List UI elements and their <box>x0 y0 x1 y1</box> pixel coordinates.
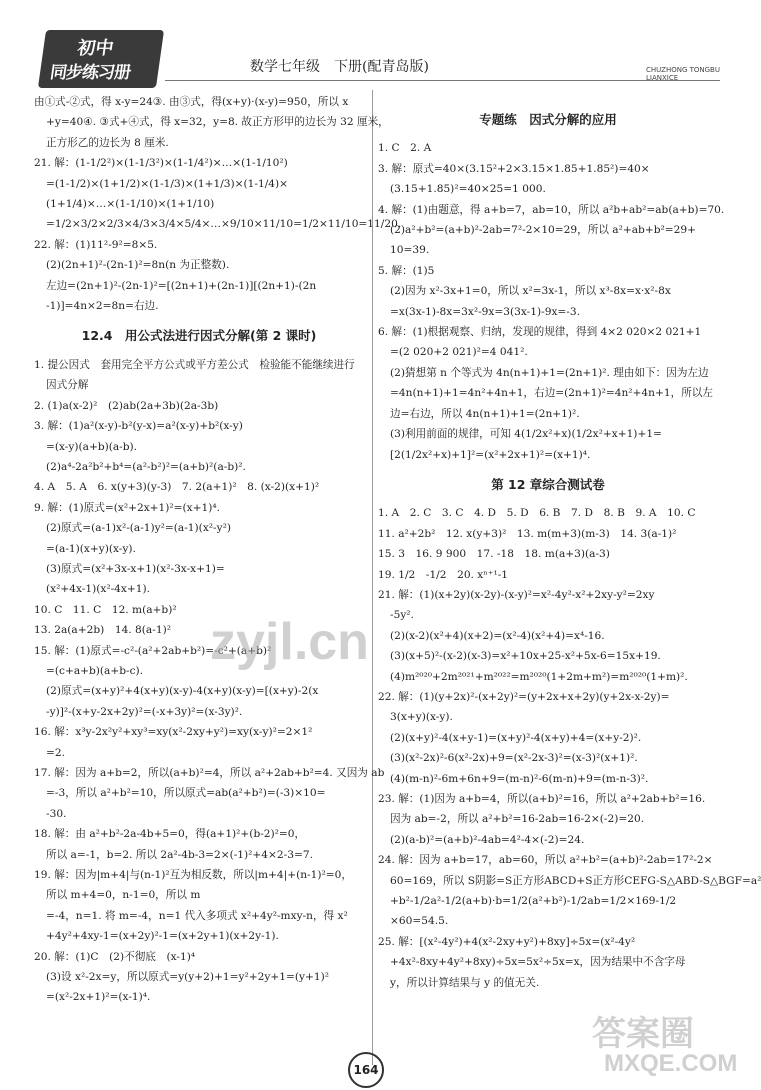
answer-line: y，所以计算结果与 y 的值无关. <box>390 976 540 989</box>
watermark-center: zyjl.cn <box>210 613 369 671</box>
answer-line: (3)设 x²-2x=y，所以原式=y(y+2)+1=y²+2y+1=(y+1)² <box>46 971 329 984</box>
right-column <box>378 100 761 993</box>
book-logo <box>38 30 164 88</box>
answer-line: 正方形乙的边长为 8 厘米. <box>46 136 169 149</box>
section-heading: 专题练 因式分解的应用 <box>479 112 617 127</box>
answer-line: 17. 解：因为 a+b=2，所以(a+b)²=4，所以 a²+2ab+b²=4. 又因为 ab <box>34 767 385 779</box>
answer-line: 所以 a=-1，b=2. 所以 2a²-4b-3=2×(-1)²+4×2-3=7. <box>46 848 313 861</box>
answer-line: (2)(2n+1)²-(2n-1)²=8n(n 为正整数). <box>46 259 230 272</box>
answer-line: 由①式-②式，得 x-y=24③. 由③式，得(x+y)·(x-y)=950，所以 x <box>34 96 349 108</box>
answer-line: =(2 020+2 021)²=4 041². <box>390 346 528 359</box>
answer-line: (4)m²⁰²⁰+2m²⁰²¹+m²⁰²²=m²⁰²⁰(1+2m+m²)=m²⁰²⁰(1+m)². <box>390 670 688 683</box>
watermark-corner-bottom: MXQE.COM <box>604 1050 738 1077</box>
answer-line: 10. C 11. C 12. m(a+b)² <box>34 603 177 616</box>
answer-line: =(c+a+b)(a+b-c). <box>46 664 144 677</box>
answer-line: (2)(x+y)²-4(x+y-1)=(x+y)²-4(x+y)+4=(x+y-2)². <box>390 731 642 744</box>
logo-line-1: 初中 <box>76 38 115 59</box>
answer-line: -30. <box>46 807 67 820</box>
answer-line: 3. 解：原式=40×(3.15²+2×3.15×1.85+1.85²)=40× <box>378 162 650 175</box>
answer-line: 4. 解：(1)由题意，得 a+b=7，ab=10，所以 a²b+ab²=ab(a+b)=70. <box>378 203 725 216</box>
answer-line: +b²-1/2a²-1/2(a+b)·b=1/2(a²+b²)-1/2ab=1/2×169-1/2 <box>390 895 677 908</box>
answer-line: =2. <box>46 746 65 759</box>
answer-line: 22. 解：(1)11²-9²=8×5. <box>34 238 158 251</box>
logo-line-2: 同步练习册 <box>48 63 132 83</box>
answer-line: =(x²-2x+1)²=(x-1)⁴. <box>46 991 151 1004</box>
answer-line: ×60=54.5. <box>390 915 449 928</box>
answer-line: 6. 解：(1)根据观察、归纳，发现的规律，得到 4×2 020×2 021+1 <box>378 326 702 339</box>
answer-line: (3)利用前面的规律，可知 4(1/2x²+x)(1/2x²+x+1)+1= <box>390 428 662 441</box>
answer-line: 23. 解：(1)因为 a+b=4，所以(a+b)²=16，所以 a²+2ab+b²=16. <box>378 793 706 805</box>
answer-line: =4n(n+1)+1=4n²+4n+1，右边=(2n+1)²=4n²+4n+1，所以左 <box>390 387 713 400</box>
answer-line: =x(3x-1)-8x=3x²-9x=3(3x-1)-9x=-3. <box>390 305 580 318</box>
answer-line: (3.15+1.85)²=40×25=1 000. <box>390 183 546 196</box>
column-divider <box>372 90 373 1065</box>
answer-line: 边=右边，所以 4n(n+1)+1=(2n+1)². <box>390 407 580 420</box>
answer-line: 25. 解：[(x²-4y²)+4(x²-2xy+y²)+8xy]÷5x=(x²-4y² <box>378 935 636 948</box>
answer-line: (3)(x+5)²-(x-2)(x-3)=x²+10x+25-x²+5x-6=15x+19. <box>390 650 661 663</box>
answer-line: 2. (1)a(x-2)² (2)ab(2a+3b)(2a-3b) <box>34 399 219 412</box>
answer-line: (2)a⁴-2a²b²+b⁴=(a²-b²)²=(a+b)²(a-b)². <box>46 460 246 473</box>
answer-line: 10=39. <box>390 244 430 257</box>
watermark-corner-top: 答案圈 <box>592 1015 694 1053</box>
answer-line: (x²+4x-1)(x²-4x+1). <box>46 583 150 596</box>
answer-line: 21. 解：(1-1/2²)×(1-1/3²)×(1-1/4²)×…×(1-1/10²) <box>34 157 288 170</box>
answer-line: (2)原式=(a-1)x²-(a-1)y²=(a-1)(x²-y²) <box>46 522 231 535</box>
answer-line: (3)(x²-2x)²-6(x²-2x)+9=(x²-2x-3)²=(x-3)²(x+1)². <box>390 752 638 765</box>
answer-line: 因式分解 <box>46 379 89 392</box>
answer-line: 所以 m+4=0，n-1=0，所以 m <box>46 889 201 902</box>
answer-line: 左边=(2n+1)²-(2n-1)²=[(2n+1)+(2n-1)][(2n+1)-(2n <box>46 279 317 292</box>
answer-line: (2)a²+b²=(a+b)²-2ab=7²-2×10=29，所以 a²+ab+b²=29+ <box>390 224 696 237</box>
answer-line: 19. 解：因为|m+4|与(n-1)²互为相反数，所以|m+4|+(n-1)²=0， <box>34 869 352 882</box>
answer-line: 13. 2a(a+2b) 14. 8(a-1)² <box>34 624 171 637</box>
answer-line: (2)(x-2)(x²+4)(x+2)=(x²-4)(x²+4)=x⁴-16. <box>390 629 605 642</box>
answer-line: -y)]²-(x+y-2x+2y)²=(-x+3y)²=(x-3y)². <box>46 705 243 718</box>
answer-line: =-4，n=1. 将 m=-4，n=1 代入多项式 x²+4y²-mxy-n，得 x² <box>46 909 348 922</box>
answer-line: (2)因为 x²-3x+1=0，所以 x²=3x-1，所以 x³-8x=x·x²-8x <box>390 285 671 298</box>
answer-line: 5. 解：(1)5 <box>378 264 435 277</box>
answer-line: 1. A 2. C 3. C 4. D 5. D 6. B 7. D 8. B 9. A 10. C <box>378 507 696 520</box>
answer-line: [2(1/2x²+x)+1]²=(x²+2x+1)²=(x+1)⁴. <box>390 448 591 461</box>
answer-line: +4x²-8xy+4y²+8xy)÷5x=5x²÷5x=x，因为结果中不含字母 <box>390 956 686 969</box>
answer-line: 9. 解：(1)原式=(x²+2x+1)²=(x+1)⁴. <box>34 501 221 514</box>
page-number: 164 <box>348 1052 384 1088</box>
answer-line: 60=169，所以 S阴影=S正方形ABCD+S正方形CEFG-S△ABD-S△BGF=a² <box>390 874 761 887</box>
answer-line: 24. 解：因为 a+b=17，ab=60，所以 a²+b²=(a+b)²-2ab=17²-2× <box>378 854 713 867</box>
answer-line: 3(x+y)(x-y). <box>390 711 453 724</box>
answer-line: (3)原式=(x²+3x-x+1)(x²-3x-x+1)= <box>46 562 225 575</box>
answer-line: 18. 解：由 a²+b²-2a-4b+5=0，得(a+1)²+(b-2)²=0， <box>34 828 306 841</box>
answer-line: 4. A 5. A 6. x(y+3)(y-3) 7. 2(a+1)² 8. (x-2)(x+1)² <box>34 481 320 494</box>
answer-line: 3. 解：(1)a²(x-y)-b²(y-x)=a²(x-y)+b²(x-y) <box>34 420 243 433</box>
answer-line: -5y². <box>390 609 414 622</box>
answer-line: 19. 1/2 -1/2 20. xⁿ⁺¹-1 <box>378 568 509 581</box>
answer-line: (1+1/4)×…×(1-1/10)×(1+1/10) <box>46 198 215 211</box>
section-heading: 第 12 章综合测试卷 <box>491 476 605 492</box>
answer-line: 20. 解：(1)C (2)不彻底 (x-1)⁴ <box>34 950 196 963</box>
answer-line: 15. 解：(1)原式=-c²-(a²+2ab+b²)=-c²+(a+b)² <box>34 644 272 657</box>
header-english: CHUZHONG TONGBU LIANXICE <box>646 66 720 82</box>
page-header <box>0 0 750 92</box>
answer-line: =1/2×3/2×2/3×4/3×3/4×5/4×…×9/10×11/10=1/2×11/10=11/20. <box>46 218 402 231</box>
answer-line: 因为 ab=-2，所以 a²+b²=16-2ab=16-2×(-2)=20. <box>390 813 645 826</box>
answer-line: 16. 解：x³y-2x²y²+xy³=xy(x²-2xy+y²)=xy(x-y)²=2×1² <box>34 726 313 739</box>
answer-line: (2)猜想第 n 个等式为 4n(n+1)+1=(2n+1)². 理由如下：因为左边 <box>390 366 709 379</box>
answer-line: =(1-1/2)×(1+1/2)×(1-1/3)×(1+1/3)×(1-1/4)× <box>46 177 289 190</box>
header-rule <box>165 80 720 81</box>
answer-line: 22. 解：(1)(y+2x)²-(x+2y)²=(y+2x+x+2y)(y+2x-x-2y)= <box>378 690 670 703</box>
answer-line: =-3，所以 a²+b²=10，所以原式=ab(a²+b²)=(-3)×10= <box>46 787 326 800</box>
answer-line: =(a-1)(x+y)(x-y). <box>46 542 136 555</box>
answer-line: 11. a²+2b² 12. x(y+3)² 13. m(m+3)(m-3) 14. 3(a-1)² <box>378 527 677 540</box>
answer-line: 1. C 2. A <box>378 142 432 155</box>
section-heading: 12.4 用公式法进行因式分解(第 2 课时) <box>81 328 317 344</box>
answer-line: +y=40④. ③式+④式，得 x=32，y=8. 故正方形甲的边长为 32 厘米， <box>46 116 389 129</box>
answer-line: (2)原式=(x+y)²+4(x+y)(x-y)-4(x+y)(x-y)=[(x+y)-2(x <box>46 685 319 698</box>
answer-line: 15. 3 16. 9 900 17. -18 18. m(a+3)(a-3) <box>378 548 610 561</box>
answer-line: 1. 提公因式 套用完全平方公式或平方差公式 检验能不能继续进行 <box>34 358 355 371</box>
answer-line: 21. 解：(1)(x+2y)(x-2y)-(x-y)²=x²-4y²-x²+2xy-y²=2xy <box>378 588 655 601</box>
answer-line: +4y²+4xy-1=(x+2y)²-1=(x+2y+1)(x+2y-1). <box>46 930 279 943</box>
answer-line: (2)(a-b)²=(a+b)²-4ab=4²-4×(-2)=24. <box>390 833 585 846</box>
answer-line: -1)]=4n×2=8n=右边. <box>46 300 159 313</box>
answer-line: (4)(m-n)²-6m+6n+9=(m-n)²-6(m-n)+9=(m-n-3)². <box>390 772 649 785</box>
book-title: 数学七年级 下册(配青岛版) <box>250 59 429 75</box>
answer-line: =(x-y)(a+b)(a-b). <box>46 440 138 453</box>
